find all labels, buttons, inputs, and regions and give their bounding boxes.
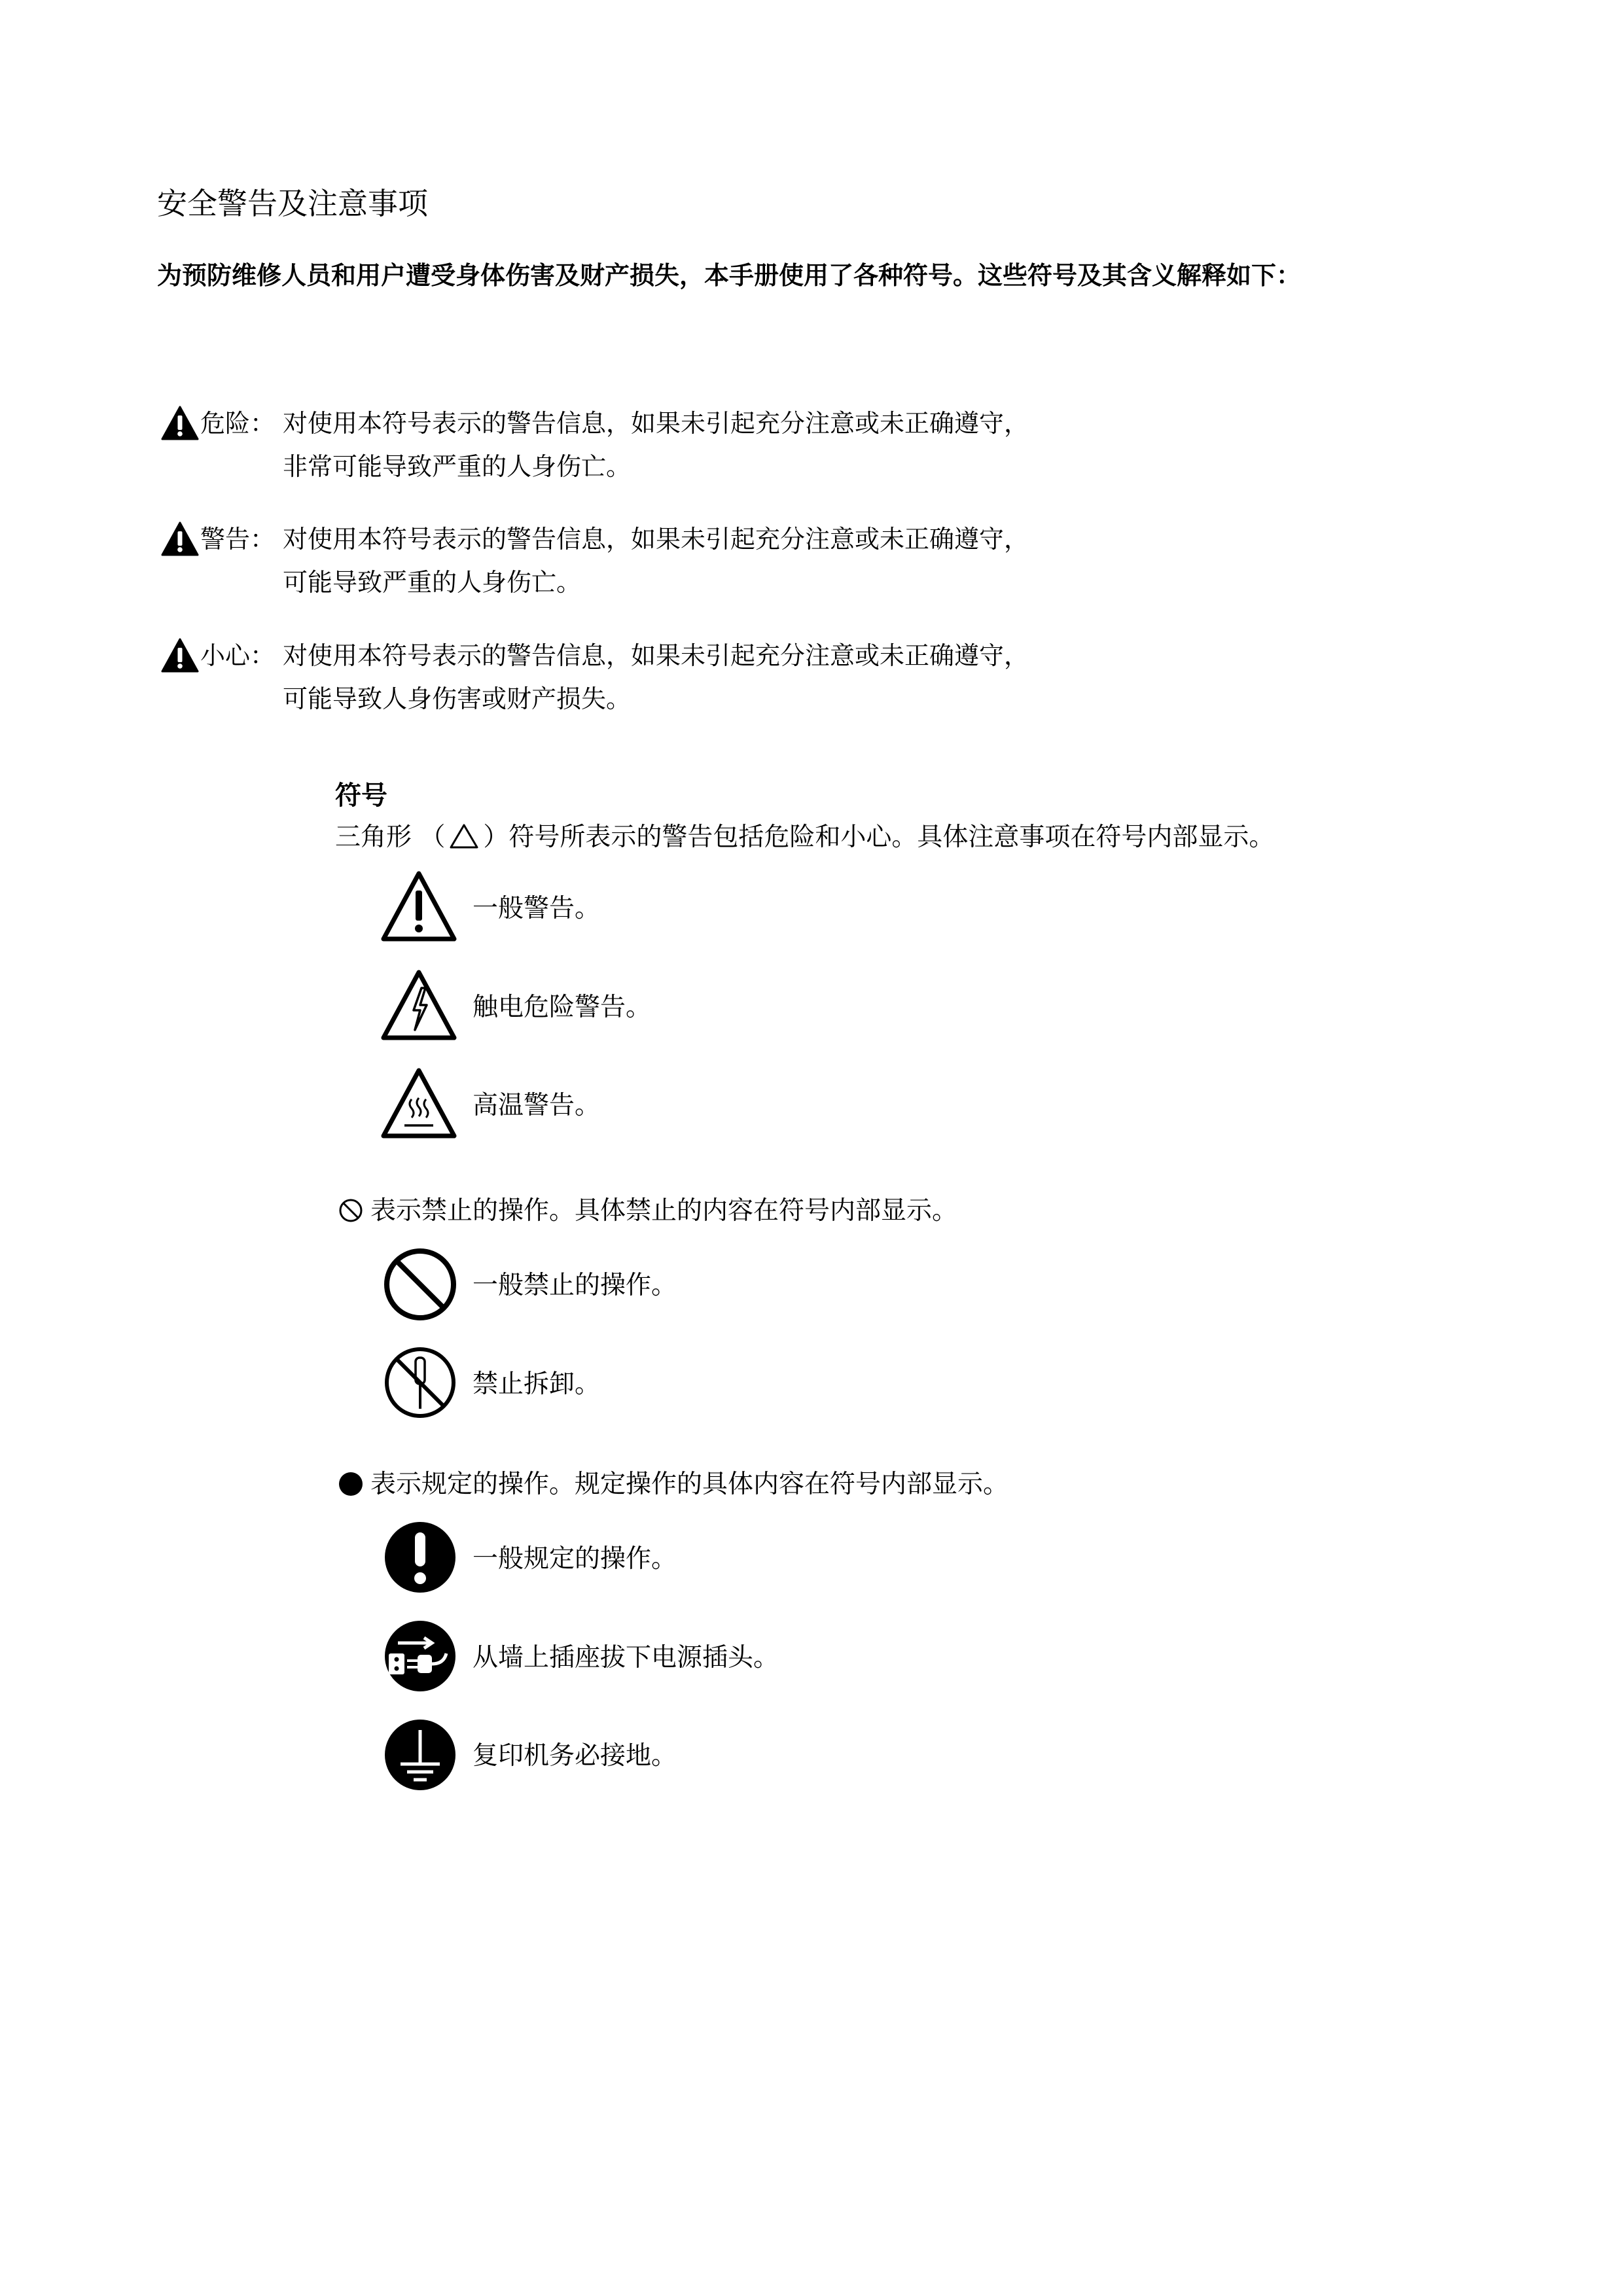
high-temperature-icon	[380, 1065, 458, 1144]
level-text-line: 可能导致人身伤害或财产损失。	[283, 684, 632, 713]
level-label-caution: 小心：	[200, 641, 276, 670]
prohibit-item-label: 一般禁止的操作。	[473, 1271, 677, 1300]
level-text-line: 对使用本符号表示的警告信息，如果未引起充分注意或未正确遵守，	[283, 525, 1029, 554]
mandatory-item-label: 一般规定的操作。	[473, 1544, 677, 1574]
outline-triangle-icon	[449, 823, 479, 849]
level-text-line: 可能导致严重的人身伤亡。	[283, 568, 582, 597]
symbols-description-before: 三角形 （	[335, 822, 446, 852]
warning-triangle-icon	[161, 638, 199, 673]
warning-triangle-icon	[161, 406, 199, 441]
mandatory-item-label: 复印机务必接地。	[473, 1741, 677, 1771]
intro-text: 为预防维修人员和用户遭受身体伤害及财产损失，本手册使用了各种符号。这些符号及其含义解释如下：	[157, 261, 1302, 290]
mandatory-heading-text: 表示规定的操作。规定操作的具体内容在符号内部显示。	[370, 1470, 1009, 1499]
level-label-warning: 警告：	[200, 525, 276, 554]
triangle-item-label: 触电危险警告。	[473, 993, 652, 1022]
level-text-caution	[283, 634, 1029, 720]
symbols-description	[335, 823, 1274, 850]
level-text-line: 对使用本符号表示的警告信息，如果未引起充分注意或未正确遵守，	[283, 641, 1029, 670]
prohibition-small-icon	[338, 1197, 364, 1224]
no-disassembly-icon	[381, 1343, 459, 1422]
general-warning-icon	[380, 868, 458, 947]
level-text-warning	[283, 518, 1029, 604]
prohibit-heading	[338, 1197, 957, 1224]
general-mandatory-icon	[381, 1518, 459, 1597]
warning-triangle-icon	[161, 521, 199, 557]
unplug-icon	[381, 1617, 459, 1695]
symbols-description-after: ）符号所表示的警告包括危险和小心。具体注意事项在符号内部显示。	[483, 822, 1275, 852]
level-text-line: 非常可能导致严重的人身伤亡。	[283, 452, 632, 481]
prohibit-item-label: 禁止拆卸。	[473, 1369, 601, 1399]
triangle-item-label: 一般警告。	[473, 894, 601, 923]
ground-icon	[381, 1716, 459, 1794]
mandatory-heading	[338, 1471, 1008, 1497]
general-prohibition-icon	[381, 1245, 459, 1324]
prohibit-heading-text: 表示禁止的操作。具体禁止的内容在符号内部显示。	[370, 1196, 958, 1226]
mandatory-item-label: 从墙上插座拔下电源插头。	[473, 1643, 779, 1672]
page-title: 安全警告及注意事项	[157, 186, 428, 221]
mandatory-small-icon	[338, 1471, 364, 1497]
electric-shock-icon	[380, 967, 458, 1046]
level-text-line: 对使用本符号表示的警告信息，如果未引起充分注意或未正确遵守，	[283, 409, 1029, 438]
symbols-heading: 符号	[335, 781, 387, 811]
level-label-danger: 危险：	[200, 409, 276, 438]
triangle-item-label: 高温警告。	[473, 1091, 601, 1120]
level-text-danger	[283, 402, 1029, 488]
